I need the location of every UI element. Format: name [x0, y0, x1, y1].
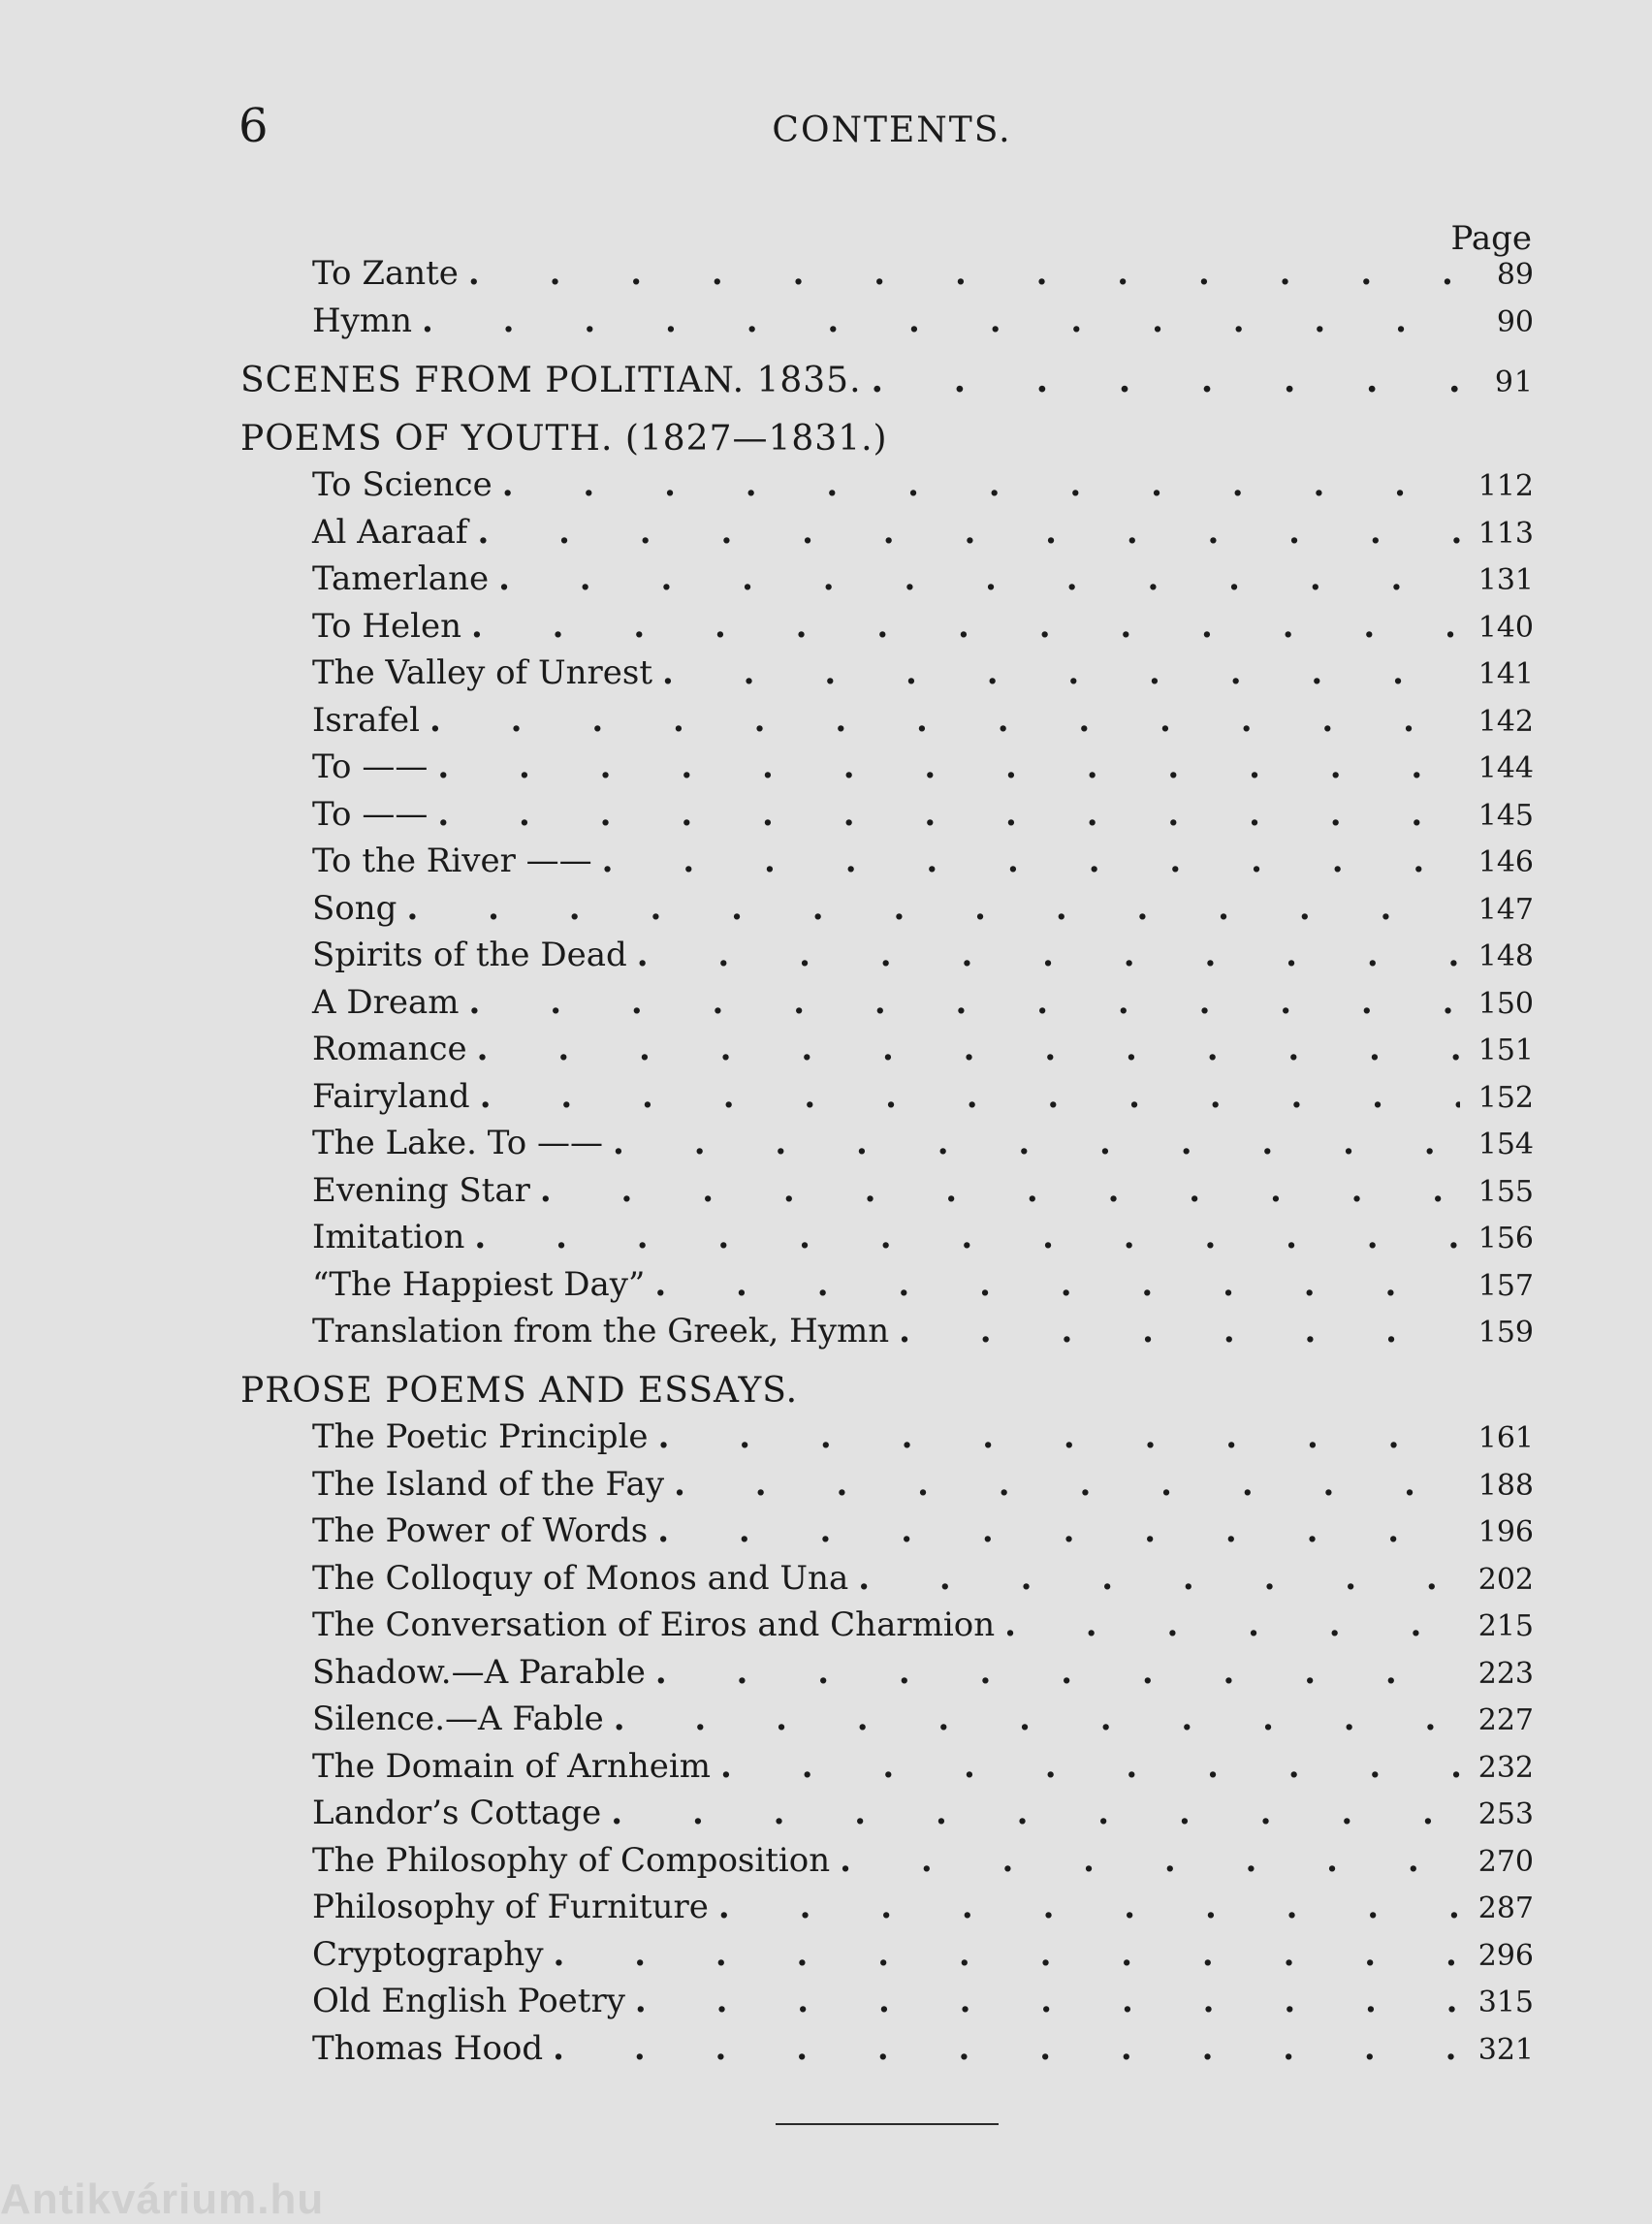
- toc-page-number: 315: [1477, 1986, 1534, 2019]
- toc-title: To the River ——: [312, 842, 592, 880]
- toc-entry: [240, 983, 1534, 1031]
- toc-page-number: 145: [1477, 798, 1534, 833]
- toc-entry: [240, 1935, 1534, 1983]
- toc-page-number: 140: [1477, 610, 1534, 645]
- toc-title: “The Happiest Day”: [312, 1264, 646, 1304]
- dot-leader: [480, 1077, 1460, 1116]
- dot-leader: [502, 465, 1460, 504]
- toc-title: To Zante: [312, 254, 459, 293]
- toc-page-number: 227: [1477, 1703, 1534, 1737]
- toc-title: The Power of Words: [312, 1511, 649, 1550]
- dot-leader: [429, 701, 1460, 740]
- dot-leader: [474, 1218, 1460, 1256]
- toc-page-number: 144: [1477, 751, 1534, 785]
- toc-section: [240, 1371, 1534, 1418]
- toc-section: [240, 419, 1534, 466]
- toc-entry: [240, 701, 1534, 748]
- toc-entry: [240, 559, 1534, 607]
- dot-leader: [637, 936, 1460, 974]
- toc-title: Israfel: [312, 700, 420, 740]
- toc-title: The Philosophy of Composition: [312, 1840, 831, 1880]
- toc-entry: [240, 1982, 1534, 2029]
- toc-entry: [240, 1511, 1534, 1559]
- dot-leader: [614, 1700, 1460, 1738]
- dot-leader: [540, 1171, 1460, 1210]
- toc-title: The Lake. To ——: [312, 1124, 604, 1162]
- toc-page-number: 296: [1477, 1938, 1534, 1973]
- toc-entry: [240, 747, 1534, 795]
- dot-leader: [469, 983, 1460, 1022]
- toc-entry: [240, 254, 1534, 302]
- toc-page-number: 223: [1477, 1656, 1534, 1691]
- toc-entry: [240, 889, 1534, 937]
- toc-page-number: 321: [1477, 2032, 1534, 2067]
- toc-page-number: 155: [1477, 1174, 1534, 1209]
- dot-leader: [655, 1653, 1460, 1692]
- toc-title: Evening Star: [312, 1170, 530, 1210]
- toc-title: The Conversation of Eiros and Charmion: [312, 1605, 996, 1644]
- running-title: CONTENTS.: [772, 111, 1012, 150]
- dot-leader: [437, 795, 1460, 834]
- toc-page-number: 253: [1477, 1797, 1534, 1831]
- dot-leader: [858, 1559, 1460, 1598]
- toc-entry: [240, 1171, 1534, 1219]
- dot-leader: [613, 1124, 1460, 1162]
- footer-rule: [776, 2123, 999, 2125]
- toc-page-number: 196: [1477, 1515, 1534, 1549]
- toc-title: Al Aaraaf: [312, 512, 468, 552]
- dot-leader: [611, 1794, 1460, 1832]
- dot-leader: [872, 360, 1460, 400]
- toc-entry: [240, 1265, 1534, 1313]
- dot-leader: [477, 513, 1460, 552]
- page-column-label: Page: [1450, 219, 1532, 258]
- dot-leader: [662, 653, 1460, 692]
- toc-title: Philosophy of Furniture: [312, 1888, 709, 1926]
- toc-entry: [240, 1605, 1534, 1653]
- toc-entry: [240, 1312, 1534, 1359]
- toc-section: [240, 360, 1534, 407]
- toc-title: To ——: [312, 794, 429, 834]
- toc-title: Tamerlane: [312, 559, 490, 598]
- dot-leader: [1004, 1605, 1460, 1644]
- toc-page-number: 157: [1477, 1268, 1534, 1303]
- toc-title: The Colloquy of Monos and Una: [312, 1558, 849, 1598]
- toc-entry: [240, 513, 1534, 560]
- toc-entry: [240, 302, 1534, 349]
- toc-entry: [240, 1559, 1534, 1606]
- dot-leader: [718, 1888, 1460, 1926]
- toc-title: PROSE POEMS AND ESSAYS.: [240, 1370, 799, 1411]
- dot-leader: [553, 2029, 1460, 2068]
- toc-title: The Poetic Principle: [312, 1417, 649, 1456]
- toc-title: Hymn: [312, 301, 412, 340]
- toc-entry: [240, 1700, 1534, 1747]
- toc-entry: [240, 1124, 1534, 1171]
- toc-title: Spirits of the Dead: [312, 936, 627, 974]
- toc-title: To Science: [312, 465, 492, 504]
- toc-page-number: 151: [1477, 1033, 1534, 1067]
- toc-title: Imitation: [312, 1218, 465, 1256]
- dot-leader: [720, 1747, 1460, 1786]
- toc-entry: [240, 1794, 1534, 1841]
- toc-title: Landor’s Cottage: [312, 1794, 602, 1832]
- toc-page-number: 232: [1477, 1750, 1534, 1785]
- toc-entry: [240, 1030, 1534, 1077]
- toc-page-number: 146: [1477, 845, 1534, 879]
- toc-entry: [240, 2029, 1534, 2077]
- toc-title: To ——: [312, 747, 429, 786]
- toc-title: Shadow.—A Parable: [312, 1652, 646, 1692]
- dot-leader: [658, 1417, 1460, 1456]
- dot-leader: [477, 1030, 1460, 1068]
- dot-leader: [554, 1935, 1460, 1974]
- toc-page-number: 131: [1477, 563, 1534, 597]
- toc-page-number: 161: [1477, 1421, 1534, 1455]
- toc-title: The Island of the Fay: [312, 1464, 665, 1504]
- dot-leader: [471, 607, 1460, 646]
- dot-leader: [899, 1312, 1460, 1350]
- toc-page-number: 156: [1477, 1222, 1534, 1255]
- table-of-contents: [240, 254, 1534, 2076]
- toc-title: Translation from the Greek, Hymn: [312, 1312, 890, 1350]
- toc-page-number: 113: [1477, 516, 1534, 551]
- toc-entry: [240, 1653, 1534, 1700]
- toc-page-number: 142: [1477, 704, 1534, 739]
- dot-leader: [498, 559, 1460, 598]
- toc-entry: [240, 1747, 1534, 1795]
- toc-page-number: 152: [1477, 1080, 1534, 1115]
- toc-page-number: 148: [1477, 939, 1534, 973]
- toc-page-number: 91: [1494, 365, 1534, 399]
- toc-page-number: 270: [1477, 1844, 1534, 1879]
- toc-page-number: 147: [1477, 892, 1534, 927]
- toc-title: To Helen: [312, 606, 461, 646]
- toc-title: POEMS OF YOUTH. (1827—1831.): [240, 418, 888, 459]
- toc-title: The Valley of Unrest: [312, 653, 652, 692]
- dot-leader: [422, 302, 1460, 340]
- dot-leader: [635, 1982, 1460, 2020]
- toc-entry: [240, 1218, 1534, 1265]
- toc-title: Old English Poetry: [312, 1982, 625, 2020]
- watermark: Antikvárium.hu: [0, 2176, 325, 2223]
- toc-page-number: 112: [1477, 469, 1534, 503]
- toc-page-number: 90: [1496, 304, 1534, 339]
- toc-page-number: 287: [1477, 1891, 1534, 1925]
- toc-title: Fairyland: [312, 1076, 470, 1116]
- toc-entry: [240, 842, 1534, 889]
- toc-entry: [240, 1077, 1534, 1125]
- toc-page-number: 89: [1496, 258, 1534, 292]
- toc-page-number: 188: [1477, 1468, 1534, 1503]
- toc-page-number: 215: [1477, 1609, 1534, 1643]
- dot-leader: [602, 842, 1460, 880]
- dot-leader: [840, 1841, 1460, 1880]
- toc-entry: [240, 1888, 1534, 1935]
- toc-title: Song: [312, 888, 397, 928]
- dot-leader: [437, 747, 1460, 786]
- toc-entry: [240, 607, 1534, 654]
- dot-leader: [468, 254, 1460, 293]
- page-number: 6: [238, 99, 269, 153]
- toc-entry: [240, 1465, 1534, 1512]
- toc-page-number: 150: [1477, 986, 1534, 1021]
- toc-page-number: 154: [1477, 1128, 1534, 1161]
- toc-entry: [240, 795, 1534, 842]
- toc-entry: [240, 1841, 1534, 1889]
- toc-entry: [240, 465, 1534, 513]
- toc-entry: [240, 936, 1534, 983]
- toc-entry: [240, 653, 1534, 701]
- dot-leader: [674, 1465, 1460, 1504]
- toc-title: Thomas Hood: [312, 2028, 544, 2068]
- dot-leader: [406, 889, 1460, 928]
- toc-title: The Domain of Arnheim: [312, 1746, 712, 1786]
- toc-title: A Dream: [312, 982, 460, 1022]
- toc-page-number: 141: [1477, 657, 1534, 691]
- toc-page-number: 202: [1477, 1562, 1534, 1597]
- toc-title: SCENES FROM POLITIAN. 1835.: [240, 361, 862, 400]
- toc-title: Romance: [312, 1030, 467, 1068]
- toc-title: Silence.—A Fable: [312, 1700, 604, 1738]
- toc-entry: [240, 1417, 1534, 1465]
- dot-leader: [657, 1511, 1460, 1550]
- dot-leader: [654, 1265, 1460, 1304]
- toc-page-number: 159: [1477, 1316, 1534, 1350]
- toc-title: Cryptography: [312, 1934, 544, 1974]
